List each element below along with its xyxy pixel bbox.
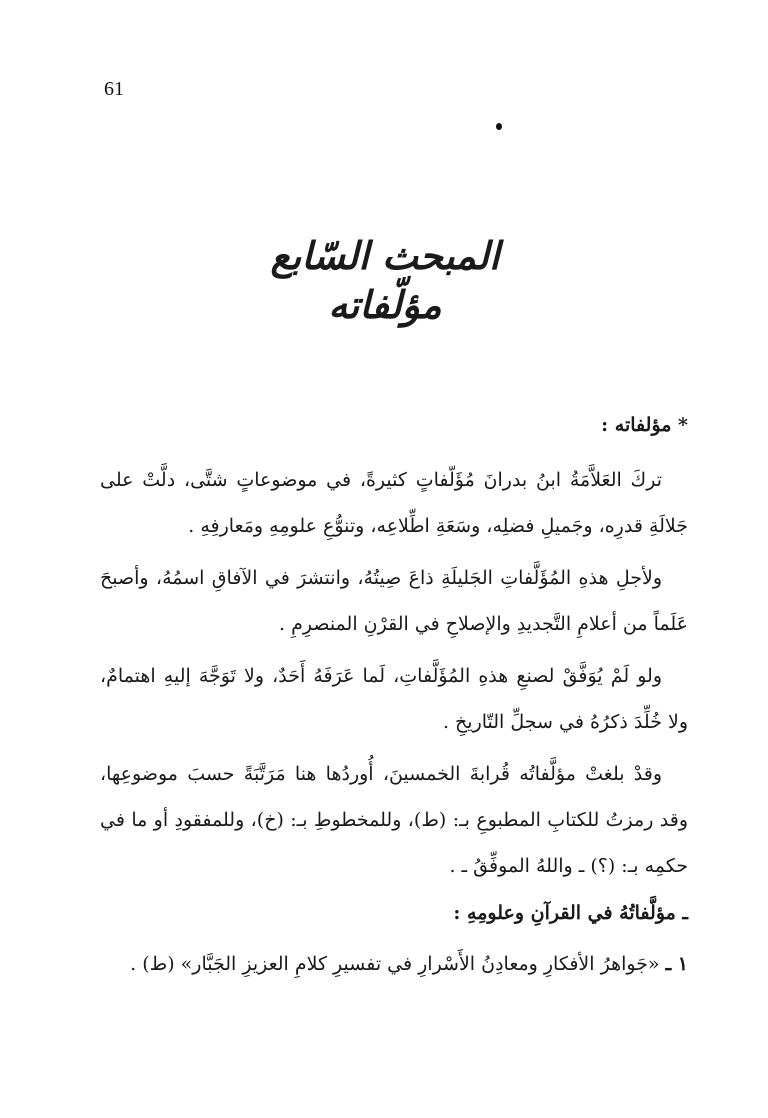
section-title: * مؤلفاته : [601,414,688,436]
ink-dot [496,123,502,130]
chapter-heading [240,232,530,342]
paragraph-1: تركَ العَلاَّمَةُ ابنُ بدرانَ مُؤَلّفاتٍ كثيرةً، في موضوعاتٍ شتَّى، دلَّتْ على جَلالَةِ قدرِه، وجَميلِ فضلِه، وسَعَةِ اطِّلاعِه، وتنوُّعِ علومِهِ ومَعارفِهِ . [100,469,688,537]
paragraph-2: ولأجلِ هذهِ المُؤَلَّفاتِ الجَليلَةِ ذاعَ صِيتُهُ، وانتشرَ في الآفاقِ اسمُهُ، وأصبحَ عَلَماً من أعلامِ التَّجديدِ والإصلاحِ في القرْنِ المنصرِمِ . [100,567,688,635]
paragraph-4: وقدْ بلغتْ مؤلَّفاتُه قُرابةَ الخمسينَ، أُوردُها هنا مَرَتَّبَةً حسبَ موضوعِها، وقد رمزتُ للكتابِ المطبوعِ بـ: (ط)، وللمخطوطِ بـ: (خ)، وللمفقودِ أو ما في حكمِه بـ: (؟) ـ واللهُ الموفِّقُ ـ . [100,763,688,877]
page-number: 61 [104,78,124,100]
body-text [100,405,688,987]
chapter-heading-line1: المبحث السّابع [270,233,500,278]
subsection-title: ـ مؤلَّفاتُهُ في القرآنِ وعلومِهِ : [453,902,688,924]
chapter-heading-line2: مؤلّفاته [328,282,442,327]
list-item [100,941,688,987]
list-item-number: ١ ـ [665,953,688,975]
list-item-text: «جَواهرُ الأفكارِ ومعادِنُ الأَسْرارِ في تفسيرِ كلامِ العزيزِ الجَبَّار» (ط) . [130,953,660,975]
paragraph-3: ولو لَمْ يُوَفَّقْ لصنعِ هذهِ المُؤَلَّفاتِ، لَما عَرَفَهُ أَحَدٌ، ولا تَوَجَّهَ إليهِ اهتمامٌ، ولا خُلِّدَ ذكرُهُ في سجلِّ التّاريخِ . [100,665,688,733]
